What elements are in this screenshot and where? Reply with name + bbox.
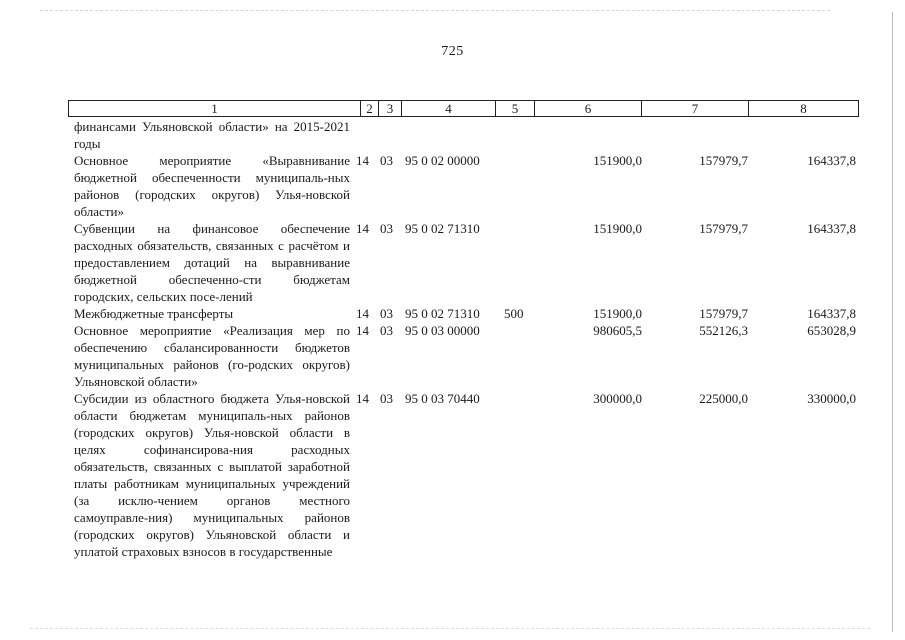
cell-section: 14: [356, 391, 369, 406]
cell-amount-year1: 980605,5: [593, 323, 642, 338]
table-row: [74, 305, 864, 322]
row-description: Субвенции на финансовое обеспечение расходных обязательств, связанных с расчётом и предоставлением дотаций на выравнивание бюджетной обеспеченно-сти бюджетам городских, сельских посе-лений: [74, 221, 350, 304]
cell-target-code: 95 0 03 70440: [405, 391, 480, 406]
column-header-5: 5: [496, 101, 535, 116]
column-header-7: 7: [642, 101, 749, 116]
cell-subsection: 03: [380, 323, 393, 338]
table-row: [74, 220, 864, 305]
cell-subsection: 03: [380, 306, 393, 321]
row-description: Основное мероприятие «Выравнивание бюджетной обеспеченности муниципаль-ных районов (городских округов) Улья-новской области»: [74, 153, 350, 219]
cell-amount-year2: 157979,7: [699, 221, 748, 236]
cell-section: 14: [356, 221, 369, 236]
scan-top-edge: [40, 10, 830, 12]
scan-right-edge: [892, 12, 893, 632]
cell-target-code: 95 0 03 00000: [405, 323, 480, 338]
cell-amount-year2: 552126,3: [699, 323, 748, 338]
cell-amount-year1: 151900,0: [593, 153, 642, 168]
cell-expense-type: 500: [504, 306, 524, 321]
column-header-6: 6: [535, 101, 642, 116]
cell-section: 14: [356, 323, 369, 338]
cell-amount-year3: 164337,8: [807, 221, 856, 236]
column-header-1: 1: [69, 101, 361, 116]
row-description: финансами Ульяновской области» на 2015-2021 годы: [74, 119, 350, 151]
column-header-4: 4: [402, 101, 496, 116]
cell-amount-year3: 164337,8: [807, 306, 856, 321]
column-header-2: 2: [361, 101, 379, 116]
column-header-8: 8: [800, 101, 807, 116]
cell-amount-year3: 164337,8: [807, 153, 856, 168]
cell-amount-year2: 157979,7: [699, 306, 748, 321]
column-header-3: 3: [379, 101, 402, 116]
cell-amount-year1: 151900,0: [593, 221, 642, 236]
scan-bottom-edge: [30, 628, 870, 630]
cell-amount-year2: 157979,7: [699, 153, 748, 168]
table-row: [74, 118, 864, 152]
cell-subsection: 03: [380, 221, 393, 236]
cell-subsection: 03: [380, 391, 393, 406]
table-row: [74, 390, 864, 560]
cell-target-code: 95 0 02 71310: [405, 306, 480, 321]
cell-target-code: 95 0 02 00000: [405, 153, 480, 168]
cell-target-code: 95 0 02 71310: [405, 221, 480, 236]
cell-amount-year3: 330000,0: [807, 391, 856, 406]
table-header-row: [68, 100, 859, 117]
row-description: Межбюджетные трансферты: [74, 306, 234, 321]
cell-section: 14: [356, 306, 369, 321]
row-description: Субсидии из областного бюджета Улья-новской области бюджетам муниципаль-ных районов (городских округов) Улья-новской области в целях софинансирова-ния расходных обязательств, связанных с выплатой заработной платы работникам муниципальных учреждений (за исклю-чением органов местного самоуправле-ния) муниципальных районов (городских округов) Ульяновской области и уплатой страховых взносов в государственные: [74, 391, 350, 559]
cell-section: 14: [356, 153, 369, 168]
table-row: [74, 322, 864, 390]
cell-subsection: 03: [380, 153, 393, 168]
cell-amount-year1: 300000,0: [593, 391, 642, 406]
page-number: 725: [441, 44, 464, 59]
table-row: [74, 152, 864, 220]
cell-amount-year2: 225000,0: [699, 391, 748, 406]
table-body: [74, 118, 864, 560]
row-description: Основное мероприятие «Реализация мер по обеспечению сбалансированности бюджетов муниципальных районов (го-родских округов) Ульяновской области»: [74, 323, 350, 389]
cell-amount-year1: 151900,0: [593, 306, 642, 321]
cell-amount-year3: 653028,9: [807, 323, 856, 338]
